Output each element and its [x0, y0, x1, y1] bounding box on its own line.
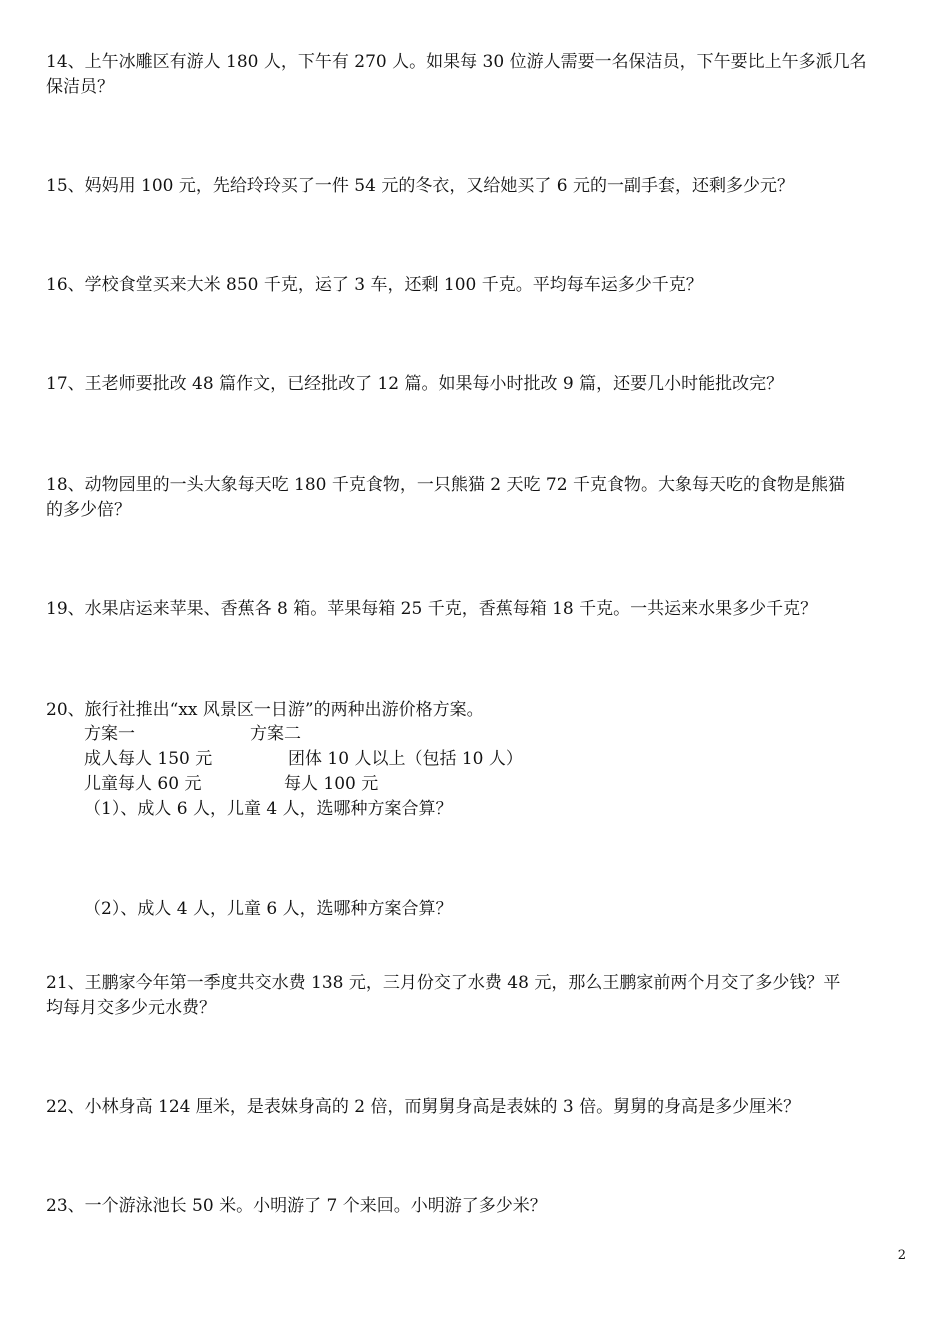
question-21-line-1: 21、王鹏家今年第一季度共交水费 138 元，三月份交了水费 48 元，那么王鹏家前两个月交了多少钱？平	[46, 973, 841, 993]
question-19: 19、水果店运来苹果、香蕉各 8 箱。苹果每箱 25 千克，香蕉每箱 18 千克。一共运来水果多少千克？	[46, 599, 818, 619]
question-20-sub-2: （2）、成人 4 人，儿童 6 人，选哪种方案合算？	[84, 899, 453, 919]
question-14-line-1: 14、上午冰雕区有游人 180 人，下午有 270 人。如果每 30 位游人需要一名保洁员，下午要比上午多派几名	[46, 52, 867, 72]
plan-2-price: 每人 100 元	[284, 774, 379, 794]
question-20-intro: 20、旅行社推出“xx 风景区一日游”的两种出游价格方案。	[46, 700, 484, 720]
plan-1-title: 方案一	[84, 724, 135, 744]
question-22: 22、小林身高 124 厘米，是表妹身高的 2 倍，而舅舅身高是表妹的 3 倍。舅舅的身高是多少厘米？	[46, 1097, 801, 1117]
question-14-line-2: 保洁员？	[46, 77, 114, 97]
question-15: 15、妈妈用 100 元，先给玲玲买了一件 54 元的冬衣，又给她买了 6 元的一副手套，还剩多少元？	[46, 176, 794, 196]
question-16: 16、学校食堂买来大米 850 千克，运了 3 车，还剩 100 千克。平均每车运多少千克？	[46, 275, 703, 295]
plan-1-adult-price: 成人每人 150 元	[84, 749, 213, 769]
question-18-line-1: 18、动物园里的一头大象每天吃 180 千克食物，一只熊猫 2 天吃 72 千克食物。大象每天吃的食物是熊猫	[46, 475, 845, 495]
question-18-line-2: 的多少倍？	[46, 500, 131, 520]
question-20-sub-1: （1）、成人 6 人，儿童 4 人，选哪种方案合算？	[84, 799, 453, 819]
plan-1-child-price: 儿童每人 60 元	[84, 774, 202, 794]
question-17: 17、王老师要批改 48 篇作文，已经批改了 12 篇。如果每小时批改 9 篇，还要几小时能批改完？	[46, 374, 784, 394]
question-23: 23、一个游泳池长 50 米。小明游了 7 个来回。小明游了多少米？	[46, 1196, 547, 1216]
plan-2-group-condition: 团体 10 人以上（包括 10 人）	[288, 749, 523, 769]
question-21-line-2: 均每月交多少元水费？	[46, 998, 216, 1018]
plan-2-title: 方案二	[250, 724, 301, 744]
page-number: 2	[897, 1248, 906, 1263]
